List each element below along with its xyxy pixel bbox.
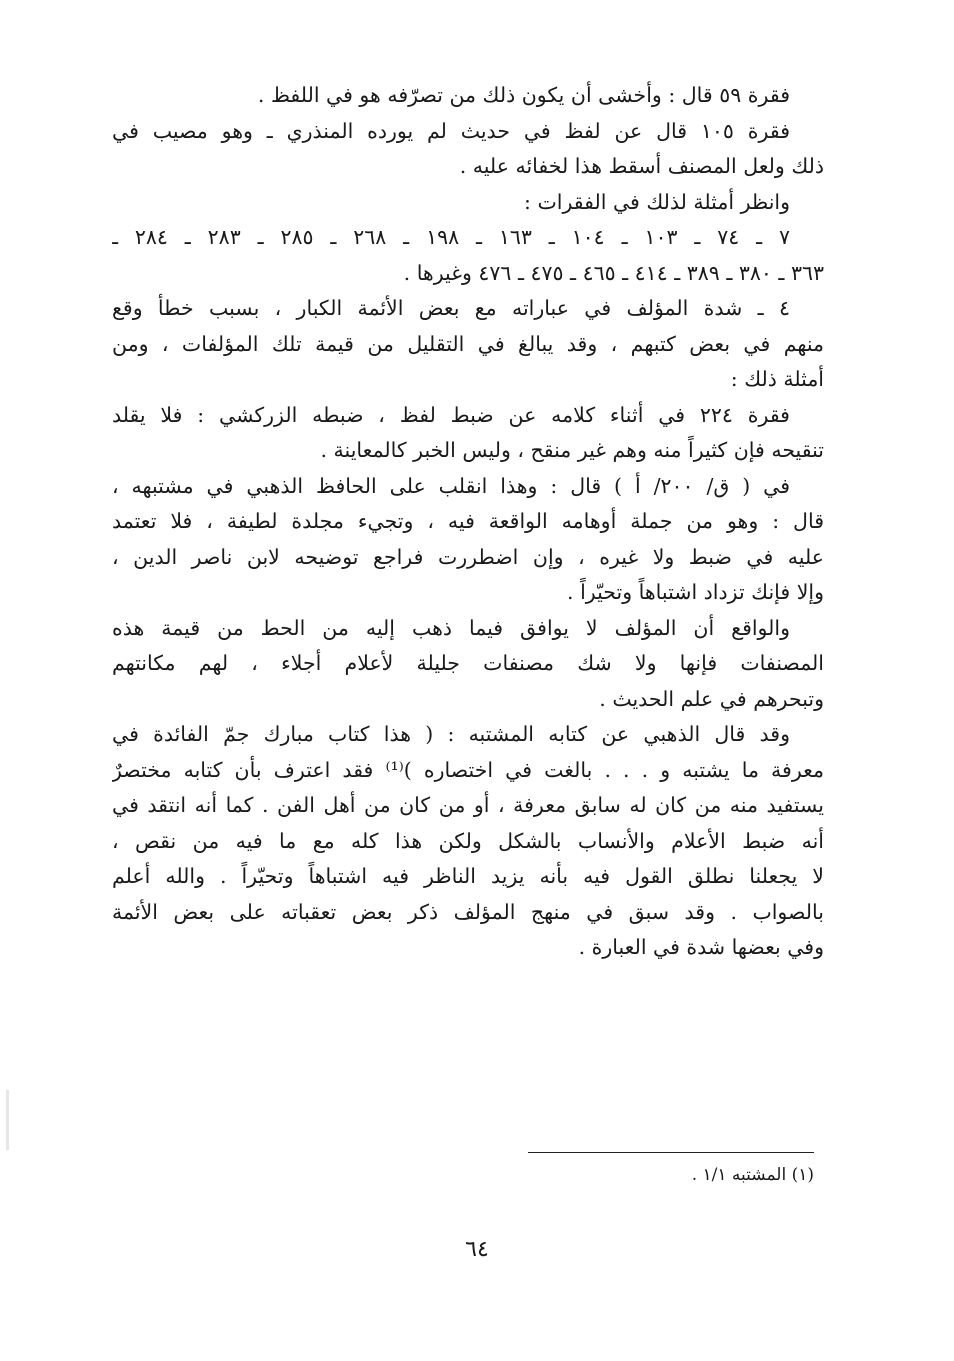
text-line: تنقيحه فإن كثيراً منه وهم غير منقح ، وليس الخبر كالمعاينة . xyxy=(320,438,824,462)
scan-edge-mark xyxy=(6,1090,9,1150)
text-line: فقرة ٢٢٤ في أثناء كلامه عن ضبط لفظ ، ضبطه الزركشي : فلا يقلد xyxy=(112,402,790,427)
text-line: بالصواب . وقد سبق في منهج المؤلف ذكر بعض تعقباته على بعض الأئمة xyxy=(112,899,824,924)
text-line: في ( ق/ ٢٠٠/ أ ) قال : وهذا انقلب على الحافظ الذهبي في مشتبهه ، xyxy=(112,473,791,498)
text-line: المصنفات فإنها ولا شك مصنفات جليلة لأعلام أجلاء ، لهم مكانتهم xyxy=(112,651,824,675)
page-number: ٦٤ xyxy=(465,1237,489,1262)
text-line: وإلا فإنك تزداد اشتباهاً وتحيّراً . xyxy=(567,580,824,604)
text-line: معرفة ما يشتبه و . . . بالغت في اختصاره )⁽¹⁾ فقد اعترف بأن كتابه مختصرٌ xyxy=(112,757,824,782)
body-text xyxy=(112,78,824,966)
text-line: ٤ ـ شدة المؤلف في عباراته مع بعض الأئمة الكبار ، بسبب خطأ وقع xyxy=(112,296,790,320)
text-line: قال : وهو من جملة أوهامه الواقعة فيه ، وتجيء مجلدة لطيفة ، فلا تعتمد xyxy=(112,509,824,533)
text-line: عليه في ضبط ولا غيره ، وإن اضطررت فراجع توضيحه لابن ناصر الدين ، xyxy=(112,544,824,569)
text-line: وقد قال الذهبي عن كتابه المشتبه : ( هذا كتاب مبارك جمّ الفائدة في xyxy=(112,722,790,746)
text-line: منهم في بعض كتبهم ، وقد يبالغ في التقليل من قيمة تلك المؤلفات ، ومن xyxy=(112,331,824,356)
text-line: ٣٦٣ ـ ٣٨٠ ـ ٣٨٩ ـ ٤١٤ ـ ٤٦٥ ـ ٤٧٥ ـ ٤٧٦ وغيرها . xyxy=(403,260,824,285)
footnote-separator xyxy=(528,1152,814,1153)
text-line: فقرة ٥٩ قال : وأخشى أن يكون ذلك من تصرّفه هو في اللفظ . xyxy=(257,83,790,107)
text-line: وتبحرهم في علم الحديث . xyxy=(599,686,824,711)
footnote: (١) المشتبه ١/١ . xyxy=(691,1165,814,1185)
text-line: وانظر أمثلة لذلك في الفقرات : xyxy=(524,189,790,214)
text-line: أمثلة ذلك : xyxy=(730,367,824,391)
text-line: يستفيد منه من كان له سابق معرفة ، أو من كان من أهل الفن . كما أنه انتقد في xyxy=(112,793,824,817)
text-line: أنه ضبط الأعلام والأنساب بالشكل ولكن هذا كله مع ما فيه من نقص ، xyxy=(112,828,824,853)
text-line: والواقع أن المؤلف لا يوافق فيما ذهب إليه من الحط من قيمة هذه xyxy=(112,615,790,640)
text-line: ٧ ـ ٧٤ ـ ١٠٣ ـ ١٠٤ ـ ١٦٣ ـ ١٩٨ ـ ٢٦٨ ـ ٢٨٥ ـ ٢٨٣ ـ ٢٨٤ ـ xyxy=(112,225,791,249)
text-line: ذلك ولعل المصنف أسقط هذا لخفائه عليه . xyxy=(459,154,824,178)
text-line: وفي بعضها شدة في العبارة . xyxy=(578,935,824,959)
text-line: لا يجعلنا نطلق القول فيه بأنه يزيد الناظر فيه اشتباهاً وتحيّراً . والله أعلم xyxy=(112,864,824,888)
text-line: فقرة ١٠٥ قال عن لفظ في حديث لم يورده المنذري ـ وهو مصيب في xyxy=(112,118,790,143)
